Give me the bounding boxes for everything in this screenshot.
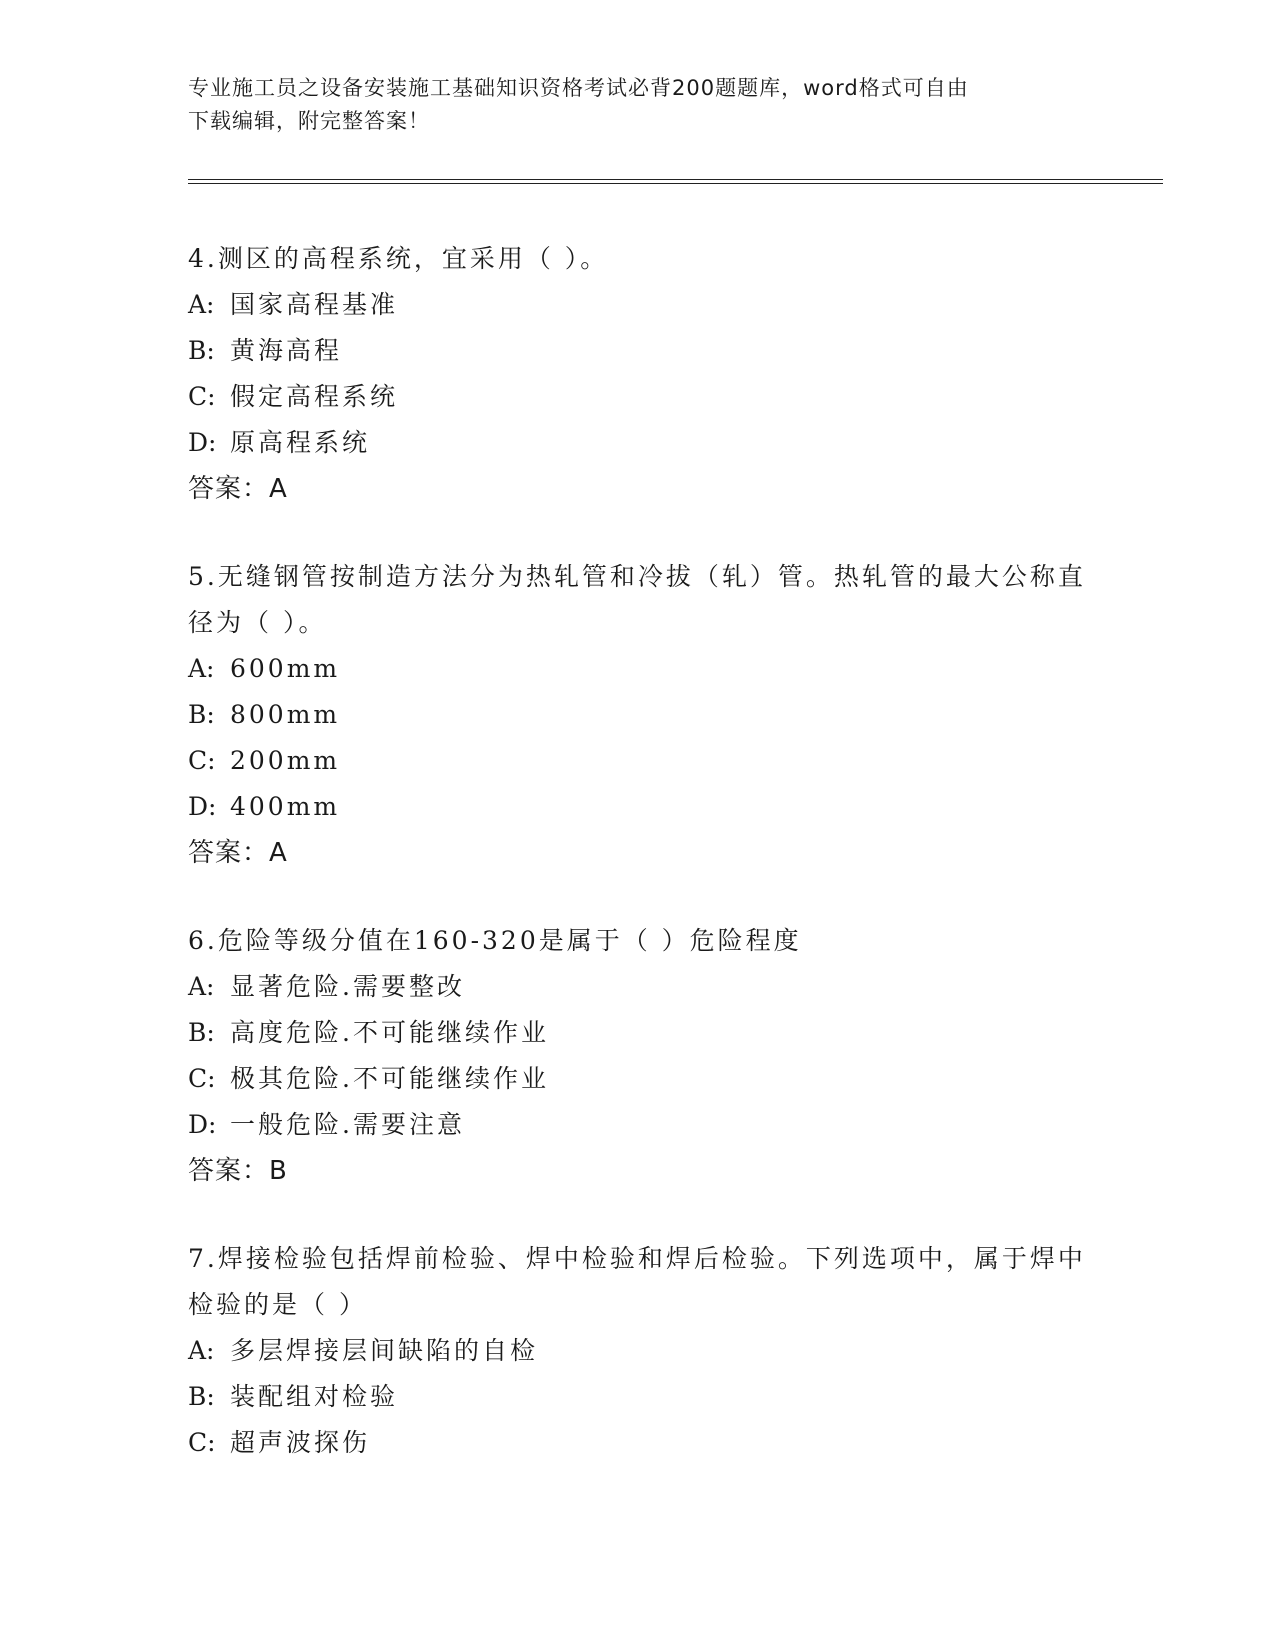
answer-text: 答案：A	[188, 838, 288, 868]
option-text: 显著危险.需要整改	[230, 972, 465, 1001]
question-block	[188, 1236, 1088, 1466]
answer-text: 答案：A	[188, 474, 288, 504]
question-list	[188, 236, 1088, 1508]
option-label: C:	[188, 746, 216, 775]
option-text: 400mm	[230, 792, 341, 821]
option-text: 一般危险.需要注意	[230, 1110, 465, 1139]
option-d	[188, 420, 1088, 466]
option-text: 假定高程系统	[230, 382, 399, 411]
option-label: B:	[188, 1018, 215, 1047]
option-label: C:	[188, 1428, 216, 1457]
option-b	[188, 328, 1088, 374]
option-d	[188, 1102, 1088, 1148]
option-b	[188, 1010, 1088, 1056]
option-text: 800mm	[230, 700, 341, 729]
option-a	[188, 964, 1088, 1010]
option-label: B:	[188, 336, 215, 365]
question-block	[188, 236, 1088, 512]
header-divider-top	[188, 179, 1163, 180]
question-text: 7.焊接检验包括焊前检验、焊中检验和焊后检验。下列选项中，属于焊中检验的是（ ）	[188, 1244, 1086, 1319]
question-text: 4.测区的高程系统，宜采用（ ）。	[188, 244, 609, 273]
option-text: 200mm	[230, 746, 341, 775]
option-text: 极其危险.不可能继续作业	[230, 1064, 549, 1093]
option-text: 多层焊接层间缺陷的自检	[230, 1336, 539, 1365]
option-label: C:	[188, 1064, 216, 1093]
option-text: 装配组对检验	[230, 1382, 399, 1411]
option-text: 黄海高程	[230, 336, 343, 365]
option-b	[188, 1374, 1088, 1420]
option-label: A:	[188, 654, 215, 683]
option-c	[188, 1056, 1088, 1102]
option-b	[188, 692, 1088, 738]
option-text: 600mm	[230, 654, 341, 683]
question-block	[188, 918, 1088, 1194]
option-label: D:	[188, 792, 217, 821]
question-text: 5.无缝钢管按制造方法分为热轧管和冷拔（轧）管。热轧管的最大公称直径为（ ）。	[188, 562, 1086, 637]
option-label: A:	[188, 290, 215, 319]
option-a	[188, 646, 1088, 692]
question-text: 6.危险等级分值在160-320是属于（ ）危险程度	[188, 926, 802, 955]
header-divider-bottom	[188, 183, 1163, 184]
option-c	[188, 1420, 1088, 1466]
option-label: A:	[188, 1336, 215, 1365]
option-text: 国家高程基准	[230, 290, 399, 319]
option-d	[188, 784, 1088, 830]
option-c	[188, 374, 1088, 420]
header-line-2: 下载编辑，附完整答案！	[188, 109, 430, 133]
option-text: 超声波探伤	[230, 1428, 371, 1457]
question-block	[188, 554, 1088, 876]
option-c	[188, 738, 1088, 784]
option-label: A:	[188, 972, 215, 1001]
option-a	[188, 1328, 1088, 1374]
option-text: 高度危险.不可能继续作业	[230, 1018, 549, 1047]
option-label: B:	[188, 700, 215, 729]
option-label: D:	[188, 428, 217, 457]
option-label: D:	[188, 1110, 217, 1139]
option-label: B:	[188, 1382, 215, 1411]
option-a	[188, 282, 1088, 328]
answer-text: 答案：B	[188, 1156, 288, 1186]
option-label: C:	[188, 382, 216, 411]
option-text: 原高程系统	[230, 428, 371, 457]
header-line-1: 专业施工员之设备安装施工基础知识资格考试必背200题题库，word格式可自由	[188, 76, 969, 100]
document-header	[188, 72, 1068, 138]
